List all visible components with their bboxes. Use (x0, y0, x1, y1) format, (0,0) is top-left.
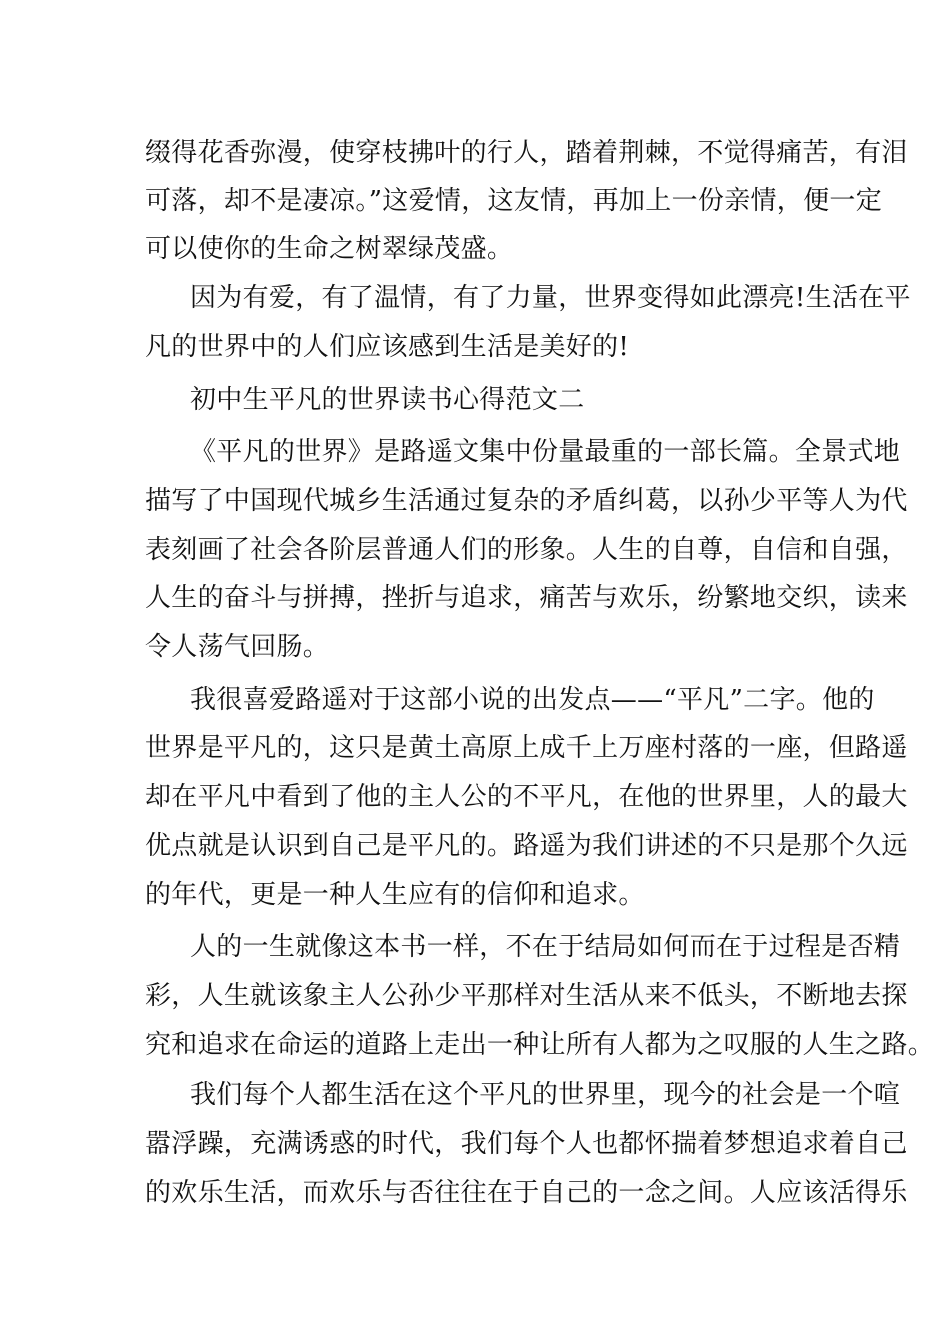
text-line: 嚣浮躁，充满诱惑的时代，我们每个人也都怀揣着梦想追求着自己 (145, 1129, 908, 1159)
text-line: 令人荡气回肠。 (145, 632, 330, 662)
text-line: 的年代，更是一种人生应有的信仰和追求。 (145, 880, 645, 910)
text-line: 凡的世界中的人们应该感到生活是美好的! (145, 332, 630, 362)
text-line: 究和追求在命运的道路上走出一种让所有人都为之叹服的人生之路。 (145, 1030, 935, 1060)
text-line: 描写了中国现代城乡生活通过复杂的矛盾纠葛，以孙少平等人为代 (145, 486, 908, 516)
text-line: 《平凡的世界》是路遥文集中份量最重的一部长篇。全景式地 (190, 437, 901, 467)
text-line: 表刻画了社会各阶层普通人们的形象。人生的自尊，自信和自强， (145, 535, 908, 565)
text-line: 人生的奋斗与拼搏，挫折与追求，痛苦与欢乐，纷繁地交织，读来 (145, 583, 908, 613)
text-line: 却在平凡中看到了他的主人公的不平凡，在他的世界里，人的最大 (145, 782, 908, 812)
text-line: 可落，却不是凄凉。”这爱情，这友情，再加上一份亲情，便一定 (145, 186, 882, 216)
text-line: 可以使你的生命之树翠绿茂盛。 (145, 234, 514, 264)
section-heading: 初中生平凡的世界读书心得范文二 (190, 385, 585, 415)
text-line: 缀得花香弥漫，使穿枝拂叶的行人，踏着荆棘，不觉得痛苦，有泪 (145, 138, 908, 168)
text-line: 优点就是认识到自己是平凡的。路遥为我们讲述的不只是那个久远 (145, 831, 908, 861)
text-line: 的欢乐生活，而欢乐与否往往在于自己的一念之间。人应该活得乐 (145, 1178, 908, 1208)
text-line: 因为有爱，有了温情，有了力量，世界变得如此漂亮!生活在平 (190, 283, 911, 313)
text-line: 世界是平凡的，这只是黄土高原上成千上万座村落的一座，但路遥 (145, 733, 908, 763)
text-line: 彩，人生就该象主人公孙少平那样对生活从来不低头，不断地去探 (145, 981, 908, 1011)
text-line: 我们每个人都生活在这个平凡的世界里，现今的社会是一个喧 (190, 1080, 901, 1110)
text-line: 我很喜爱路遥对于这部小说的出发点——“平凡”二字。他的 (190, 685, 875, 715)
text-line: 人的一生就像这本书一样，不在于结局如何而在于过程是否精 (190, 932, 901, 962)
